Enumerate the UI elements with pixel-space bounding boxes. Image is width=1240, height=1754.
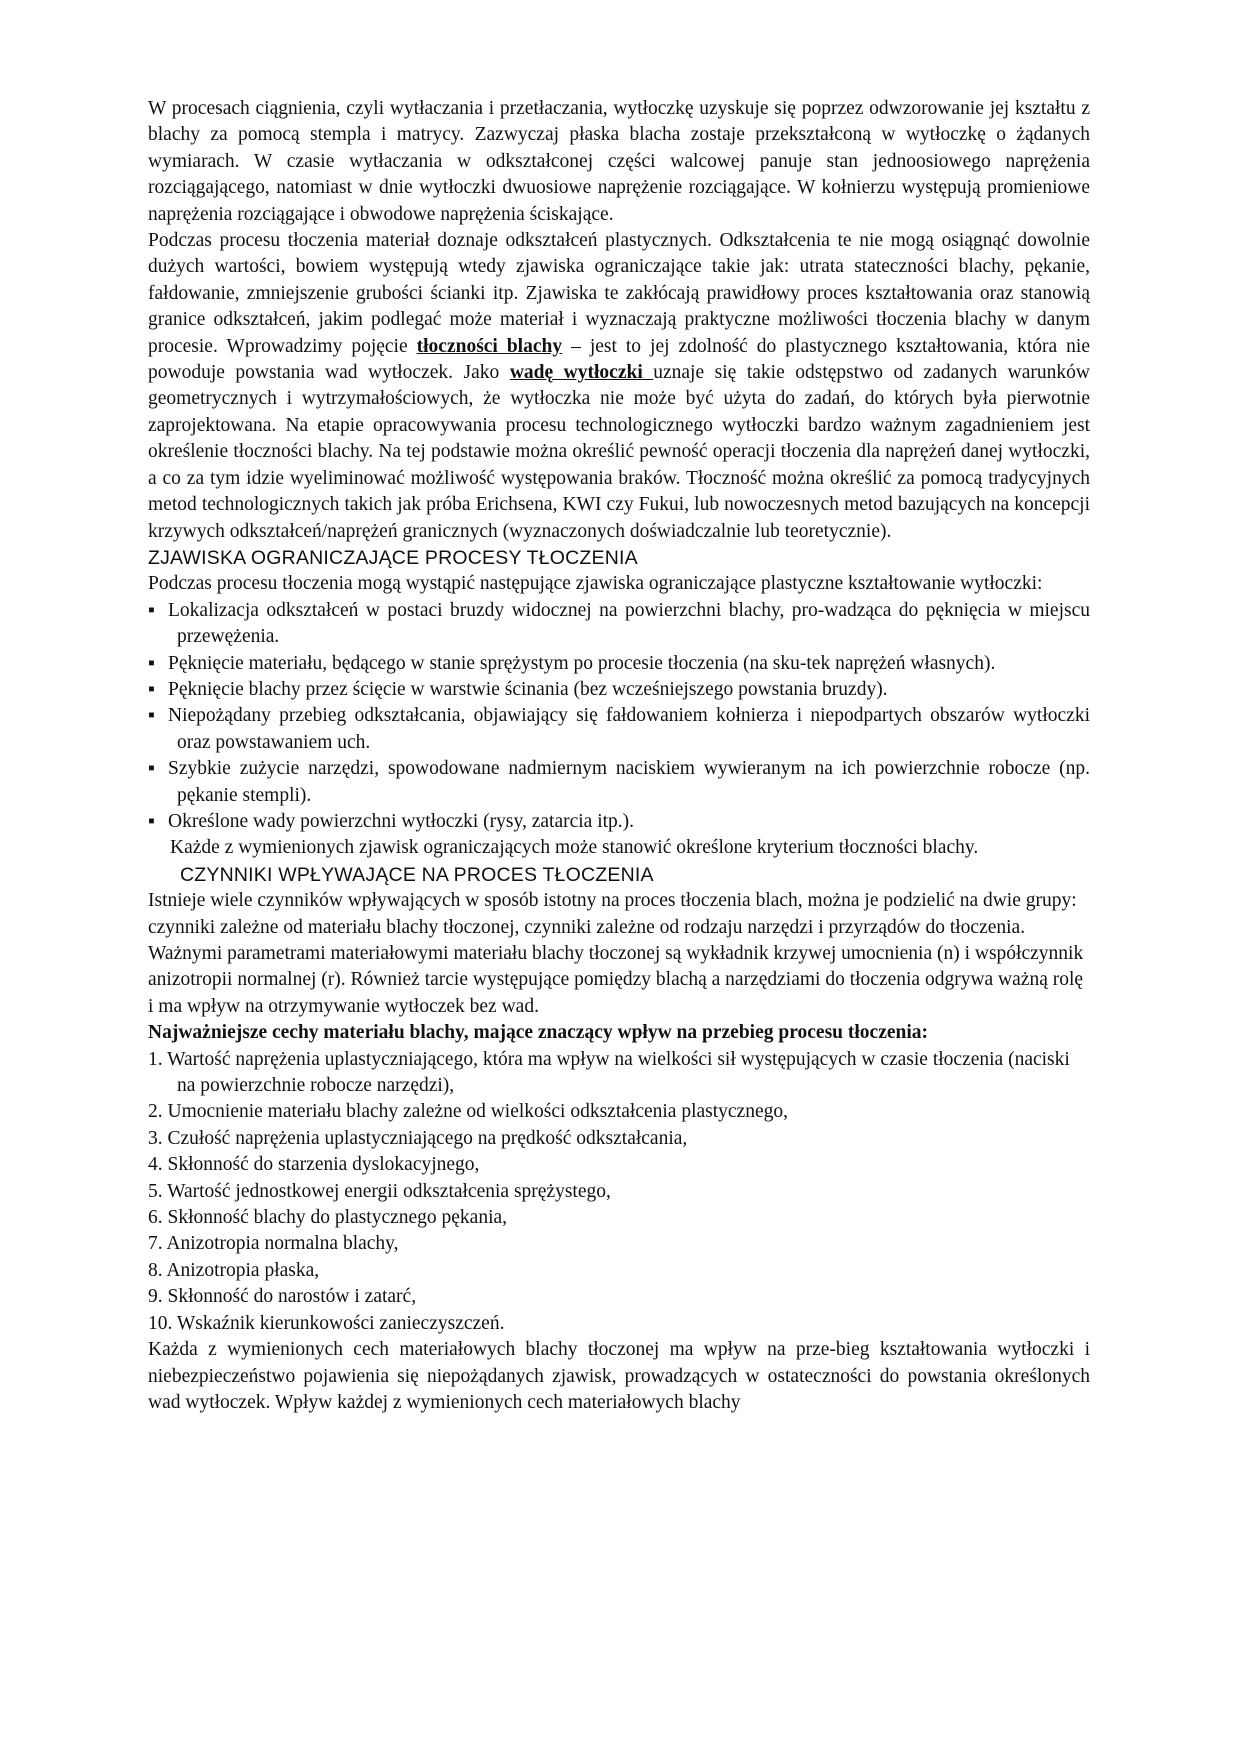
phenomena-bullet-list	[148, 598, 1090, 836]
phenomena-list-item-text: Szybkie zużycie narzędzi, spowodowane nadmiernym naciskiem wywieranym na ich powierzchnie robocze (np. pękanie stempli).	[168, 758, 1090, 806]
term-formability: tłoczności blachy	[416, 335, 563, 357]
material-feature-item: 10. Wskaźnik kierunkowości zanieczyszczeń.	[148, 1312, 505, 1334]
section-heading-limiting-phenomena: ZJAWISKA OGRANICZAJĄCE PROCESY TŁOCZENIA	[148, 546, 638, 569]
term-defect: wadę wytłoczki	[509, 362, 654, 384]
phenomena-list-item-text: Lokalizacja odkształceń w postaci bruzdy widocznej na powierzchni blachy, pro-wadząca do pęknięcia w miejscu przewężenia.	[168, 599, 1090, 648]
material-feature-item: 5. Wartość jednostkowej energii odkształcenia sprężystego,	[148, 1180, 611, 1202]
paragraph-features-impact: Każda z wymienionych cech materiałowych blachy tłoczonej ma wpływ na prze-bieg kształtowania wytłoczki i niebezpieczeństwo pojawienia się niepożądanych zjawisk, prowadzących w ostateczności do powstania określonych wad wytłoczek. Wpływ każdej z wymienionych cech materiałowych blachy	[148, 1339, 1090, 1413]
material-feature-item: 9. Skłonność do narostów i zatarć,	[148, 1286, 417, 1308]
material-feature-item: 2. Umocnienie materiału blachy zależne od wielkości odkształcenia plastycznego,	[148, 1101, 788, 1123]
paragraph-formability	[148, 228, 1090, 545]
phenomena-list-item-text: Niepożądany przebieg odkształcania, objawiający się fałdowaniem kołnierza i niepodpartych obszarów wytłoczki oraz powstawaniem uch.	[168, 705, 1090, 753]
material-features-list	[148, 1047, 1090, 1337]
material-feature-item: 3. Czułość naprężenia uplastyczniającego na prędkość odkształcania,	[148, 1127, 688, 1149]
bullet-marker: ▪	[148, 678, 155, 700]
section-heading-factors: CZYNNIKI WPŁYWAJĄCE NA PROCES TŁOCZENIA	[180, 863, 654, 886]
material-feature-item: 8. Anizotropia płaska,	[148, 1259, 320, 1281]
bold-heading-material-features: Najważniejsze cechy materiału blachy, mające znaczący wpływ na przebieg procesu tłoczenia:	[148, 1022, 929, 1044]
paragraph-formability-text-b: – jest to jej zdolność do plastycznego kształtowania, która nie powoduje powstania wad wytłoczek. Jako	[148, 335, 1091, 384]
phenomena-list-item	[148, 651, 1090, 677]
phenomena-list-item	[148, 756, 1090, 809]
phenomena-list-item	[148, 703, 1090, 756]
material-feature-item: 1. Wartość naprężenia uplastyczniającego, która ma wpływ na wielkości sił występujących w czasie tłoczenia (naciski na powierzchnie robocze narzędzi),	[148, 1048, 1070, 1097]
phenomena-list-item	[148, 598, 1090, 651]
paragraph-formability-text-c: uznaje się takie odstępstwo od zadanych warunków geometrycznych i wytrzymałościowych, że wytłoczka nie może być użyta do zadań, do których była pierwotnie zaprojektowana. Na etapie opracowywania procesu technologicznego wytłoczki bardzo ważnym zagadnieniem jest określenie tłoczności blachy. Na tej podstawie można określić pewność operacji tłoczenia dla naprężeń danej wytłoczki, a co za tym idzie wyeliminować możliwość występowania braków. Tłoczność można określić za pomocą tradycyjnych metod technologicznych takich jak próba Erichsena, KWI czy Fukui, lub nowoczesnych metod bazujących na koncepcji krzywych odkształceń/naprężeń granicznych (wyznaczonych doświadczalnie lub teoretycznie).	[148, 362, 1090, 542]
bullet-marker: ▪	[148, 652, 155, 674]
bullet-marker: ▪	[148, 758, 155, 780]
paragraph-phenomena-intro: Podczas procesu tłoczenia mogą wystąpić następujące zjawiska ograniczające plastyczne kształtowanie wytłoczki:	[148, 573, 1043, 595]
paragraph-criterion: Każde z wymienionych zjawisk ograniczających może stanowić określone kryterium tłoczności blachy.	[170, 837, 979, 859]
paragraph-factors: Istnieje wiele czynników wpływających w sposób istotny na proces tłoczenia blach, można je podzielić na dwie grupy: czynniki zależne od materiału blachy tłoczonej, czynniki zależne od rodzaju narzędzi i przyrządów do tłoczenia. Ważnymi parametrami materiałowymi materiału blachy tłoczonej są wykładnik krzywej umocnienia (n) i współczynnik anizotropii normalnej (r). Również tarcie występujące pomiędzy blachą a narzędziami do tłoczenia odgrywa ważną rolę i ma wpływ na otrzymywanie wytłoczek bez wad.	[148, 890, 1084, 1017]
document-page	[148, 96, 1090, 1416]
material-feature-item: 4. Skłonność do starzenia dyslokacyjnego,	[148, 1154, 480, 1176]
phenomena-list-item-text: Pęknięcie blachy przez ścięcie w warstwie ścinania (bez wcześniejszego powstania bruzdy).	[168, 678, 888, 700]
phenomena-list-item	[148, 677, 1090, 703]
bullet-marker: ▪	[148, 599, 155, 621]
phenomena-list-item-text: Określone wady powierzchni wytłoczki (rysy, zatarcia itp.).	[168, 810, 635, 832]
bullet-marker: ▪	[148, 810, 155, 832]
paragraph-intro: W procesach ciągnienia, czyli wytłaczania i przetłaczania, wytłoczkę uzyskuje się poprzez odwzorowanie jej kształtu z blachy za pomocą stempla i matrycy. Zazwyczaj płaska blacha zostaje przekształconą w wytłoczkę o żądanych wymiarach. W czasie wytłaczania w odkształconej części walcowej panuje stan jednoosiowego naprężenia rozciągającego, natomiast w dnie wytłoczki dwuosiowe naprężenie rozciągające. W kołnierzu występują promieniowe naprężenia rozciągające i obwodowe naprężenia ściskające.	[148, 98, 1090, 225]
paragraph-formability-text-a: Podczas procesu tłoczenia materiał doznaje odkształceń plastycznych. Odkształcenia te nie mogą osiągnąć dowolnie dużych wartości, bowiem występują wtedy zjawiska ograniczające takie jak: utrata stateczności blachy, pękanie, fałdowanie, zmniejszenie grubości ścianki itp. Zjawiska te zakłócają prawidłowy proces kształtowania oraz stanowią granice odkształceń, jakim podlegać może materiał i wyznaczają praktyczne możliwości tłoczenia blachy w danym procesie. Wprowadzimy pojęcie	[148, 230, 1090, 357]
material-feature-item: 6. Skłonność blachy do plastycznego pękania,	[148, 1207, 508, 1229]
phenomena-list-item-text: Pęknięcie materiału, będącego w stanie sprężystym po procesie tłoczenia (na sku-tek naprężeń własnych).	[168, 652, 996, 674]
material-feature-item: 7. Anizotropia normalna blachy,	[148, 1233, 399, 1255]
bullet-marker: ▪	[148, 705, 155, 727]
phenomena-list-item	[148, 809, 1090, 835]
